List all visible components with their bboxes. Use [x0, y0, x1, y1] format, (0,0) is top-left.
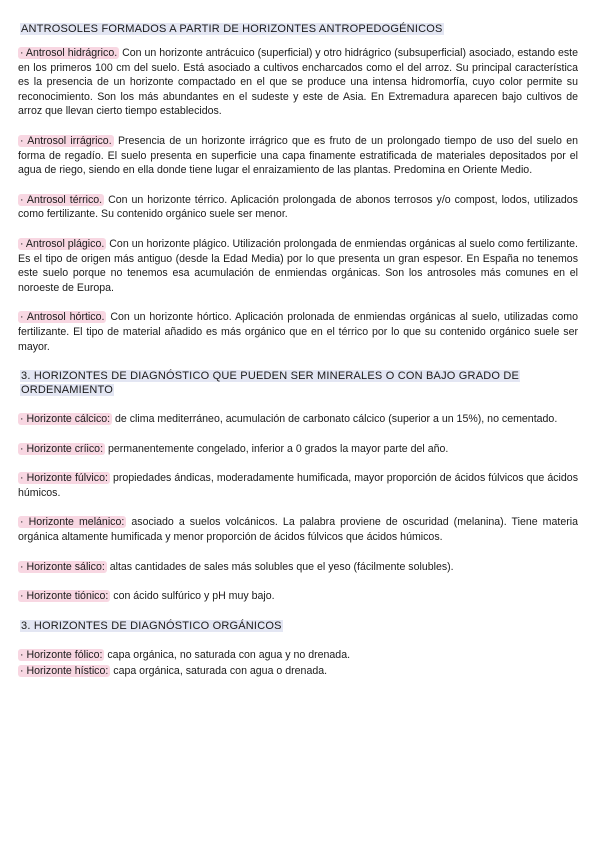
term-highlight: · Horizonte hístico:	[20, 665, 109, 678]
entry-text: altas cantidades de sales más solubles que el yeso (fácilmente solubles).	[106, 560, 454, 573]
section-heading-organicos: 3. HORIZONTES DE DIAGNÓSTICO ORGÁNICOS	[21, 619, 282, 632]
section-heading-antrosoles: ANTROSOLES FORMADOS A PARTIR DE HORIZONTES ANTROPEDOGÉNICOS	[21, 23, 443, 35]
entry-antrosol-hortico	[18, 310, 578, 354]
entry-horizonte-melanico	[18, 515, 578, 544]
entry-antrosol-irragrico	[18, 134, 578, 178]
term-highlight: · Antrosol irrágrico.	[20, 134, 112, 147]
entry-horizonte-calcico	[18, 412, 578, 427]
entry-text: asociado a suelos volcánicos. La palabra proviene de oscuridad (melanina). Tiene materia orgánica altamente humificada y menor proporción de ácidos fúlvicos que ácidos húmicos.	[18, 516, 579, 544]
term-highlight: · Horizonte tiónico:	[20, 590, 109, 603]
term-highlight: · Horizonte fólico:	[20, 648, 103, 661]
entry-text: Con un horizonte térrico. Aplicación prolongada de abonos terrosos y/o compost, lodos, utilizados como fertilizante. Su contenido orgánico suele ser menor.	[18, 193, 578, 221]
section-heading-minerales: 3. HORIZONTES DE DIAGNÓSTICO QUE PUEDEN SER MINERALES O CON BAJO GRADO DE ORDENAMIENTO	[21, 370, 520, 397]
entry-antrosol-plagico	[18, 237, 578, 295]
entry-text: Presencia de un horizonte irrágrico que es fruto de un prolongado tiempo de uso del suelo en forma de regadío. El suelo presenta en superficie una capa finamente estratificada de materiales depositados por el agua de riego, siendo en ella donde tiene lugar el enraizamiento de las plantas. Predomina en Oriente Medio.	[18, 134, 578, 177]
entry-text: Con un horizonte plágico. Utilización prolongada de enmiendas orgánicas al suelo como fertilizante. Es el tipo de origen más antiguo (desde la Edad Media) por lo que presenta un gran espesor. En España no tenemos este suelo porque no tenemos esa acumulación de enmiendas orgánicas. Son los antrosoles más comunes en el noroeste de Europa.	[18, 237, 578, 294]
entry-horizonte-folico	[18, 648, 578, 663]
entry-text: capa orgánica, no saturada con agua y no drenada.	[104, 648, 351, 661]
term-highlight: · Horizonte melánico:	[20, 516, 125, 529]
term-highlight: · Antrosol plágico.	[20, 237, 105, 250]
entry-text: permanentemente congelado, inferior a 0 grados la mayor parte del año.	[105, 442, 449, 455]
term-highlight: · Horizonte cálcico:	[20, 413, 111, 426]
entry-horizonte-fulvico	[18, 471, 578, 500]
entry-text: capa orgánica, saturada con agua o drenada.	[110, 665, 328, 678]
entry-antrosol-hidragrico	[18, 46, 578, 119]
entry-horizonte-criico	[18, 442, 578, 457]
term-highlight: · Antrosol hidrágrico.	[20, 47, 118, 59]
term-highlight: · Antrosol hórtico.	[20, 311, 105, 324]
entry-horizonte-histico	[18, 664, 578, 679]
entry-antrosol-terrico	[18, 193, 578, 222]
term-highlight: · Horizonte críico:	[20, 442, 104, 455]
entry-text: de clima mediterráneo, acumulación de carbonato cálcico (superior a un 15%), no cementado.	[112, 413, 558, 426]
entry-text: Con un horizonte hórtico. Aplicación prolonada de enmiendas orgánicas al suelo, utilizadas como fertilizante. El tipo de material añadido es más orgánico que en el térrico por lo que su contenido orgánico suele ser mayor.	[18, 311, 578, 353]
entry-horizonte-tionico	[18, 589, 578, 604]
entry-text: propiedades ándicas, moderadamente humificada, mayor proporción de ácidos fúlvicos que ácidos húmicos.	[18, 472, 578, 499]
entry-text: Con un horizonte antrácuico (superficial) y otro hidrágrico (subsuperficial) asociado, estando este en los primeros 100 cm del suelo. Está asociado a cultivos encharcados como el del arroz. Su principal característica es la presencia de un horizonte compactado en el que se produce una intensa hidromorfía, cuyo color permite su reconocimiento. Son los más abundantes en el sudeste y este de Asia. En Extremadura aparecen bajo cultivos de arroz que llevan cierto tiempo establecidos.	[18, 47, 578, 118]
term-highlight: · Horizonte sálico:	[20, 560, 105, 573]
entry-horizonte-salico	[18, 560, 578, 575]
term-highlight: · Horizonte fúlvico:	[20, 472, 108, 485]
entry-text: con ácido sulfúrico y pH muy bajo.	[110, 590, 275, 603]
term-highlight: · Antrosol térrico.	[20, 193, 103, 206]
